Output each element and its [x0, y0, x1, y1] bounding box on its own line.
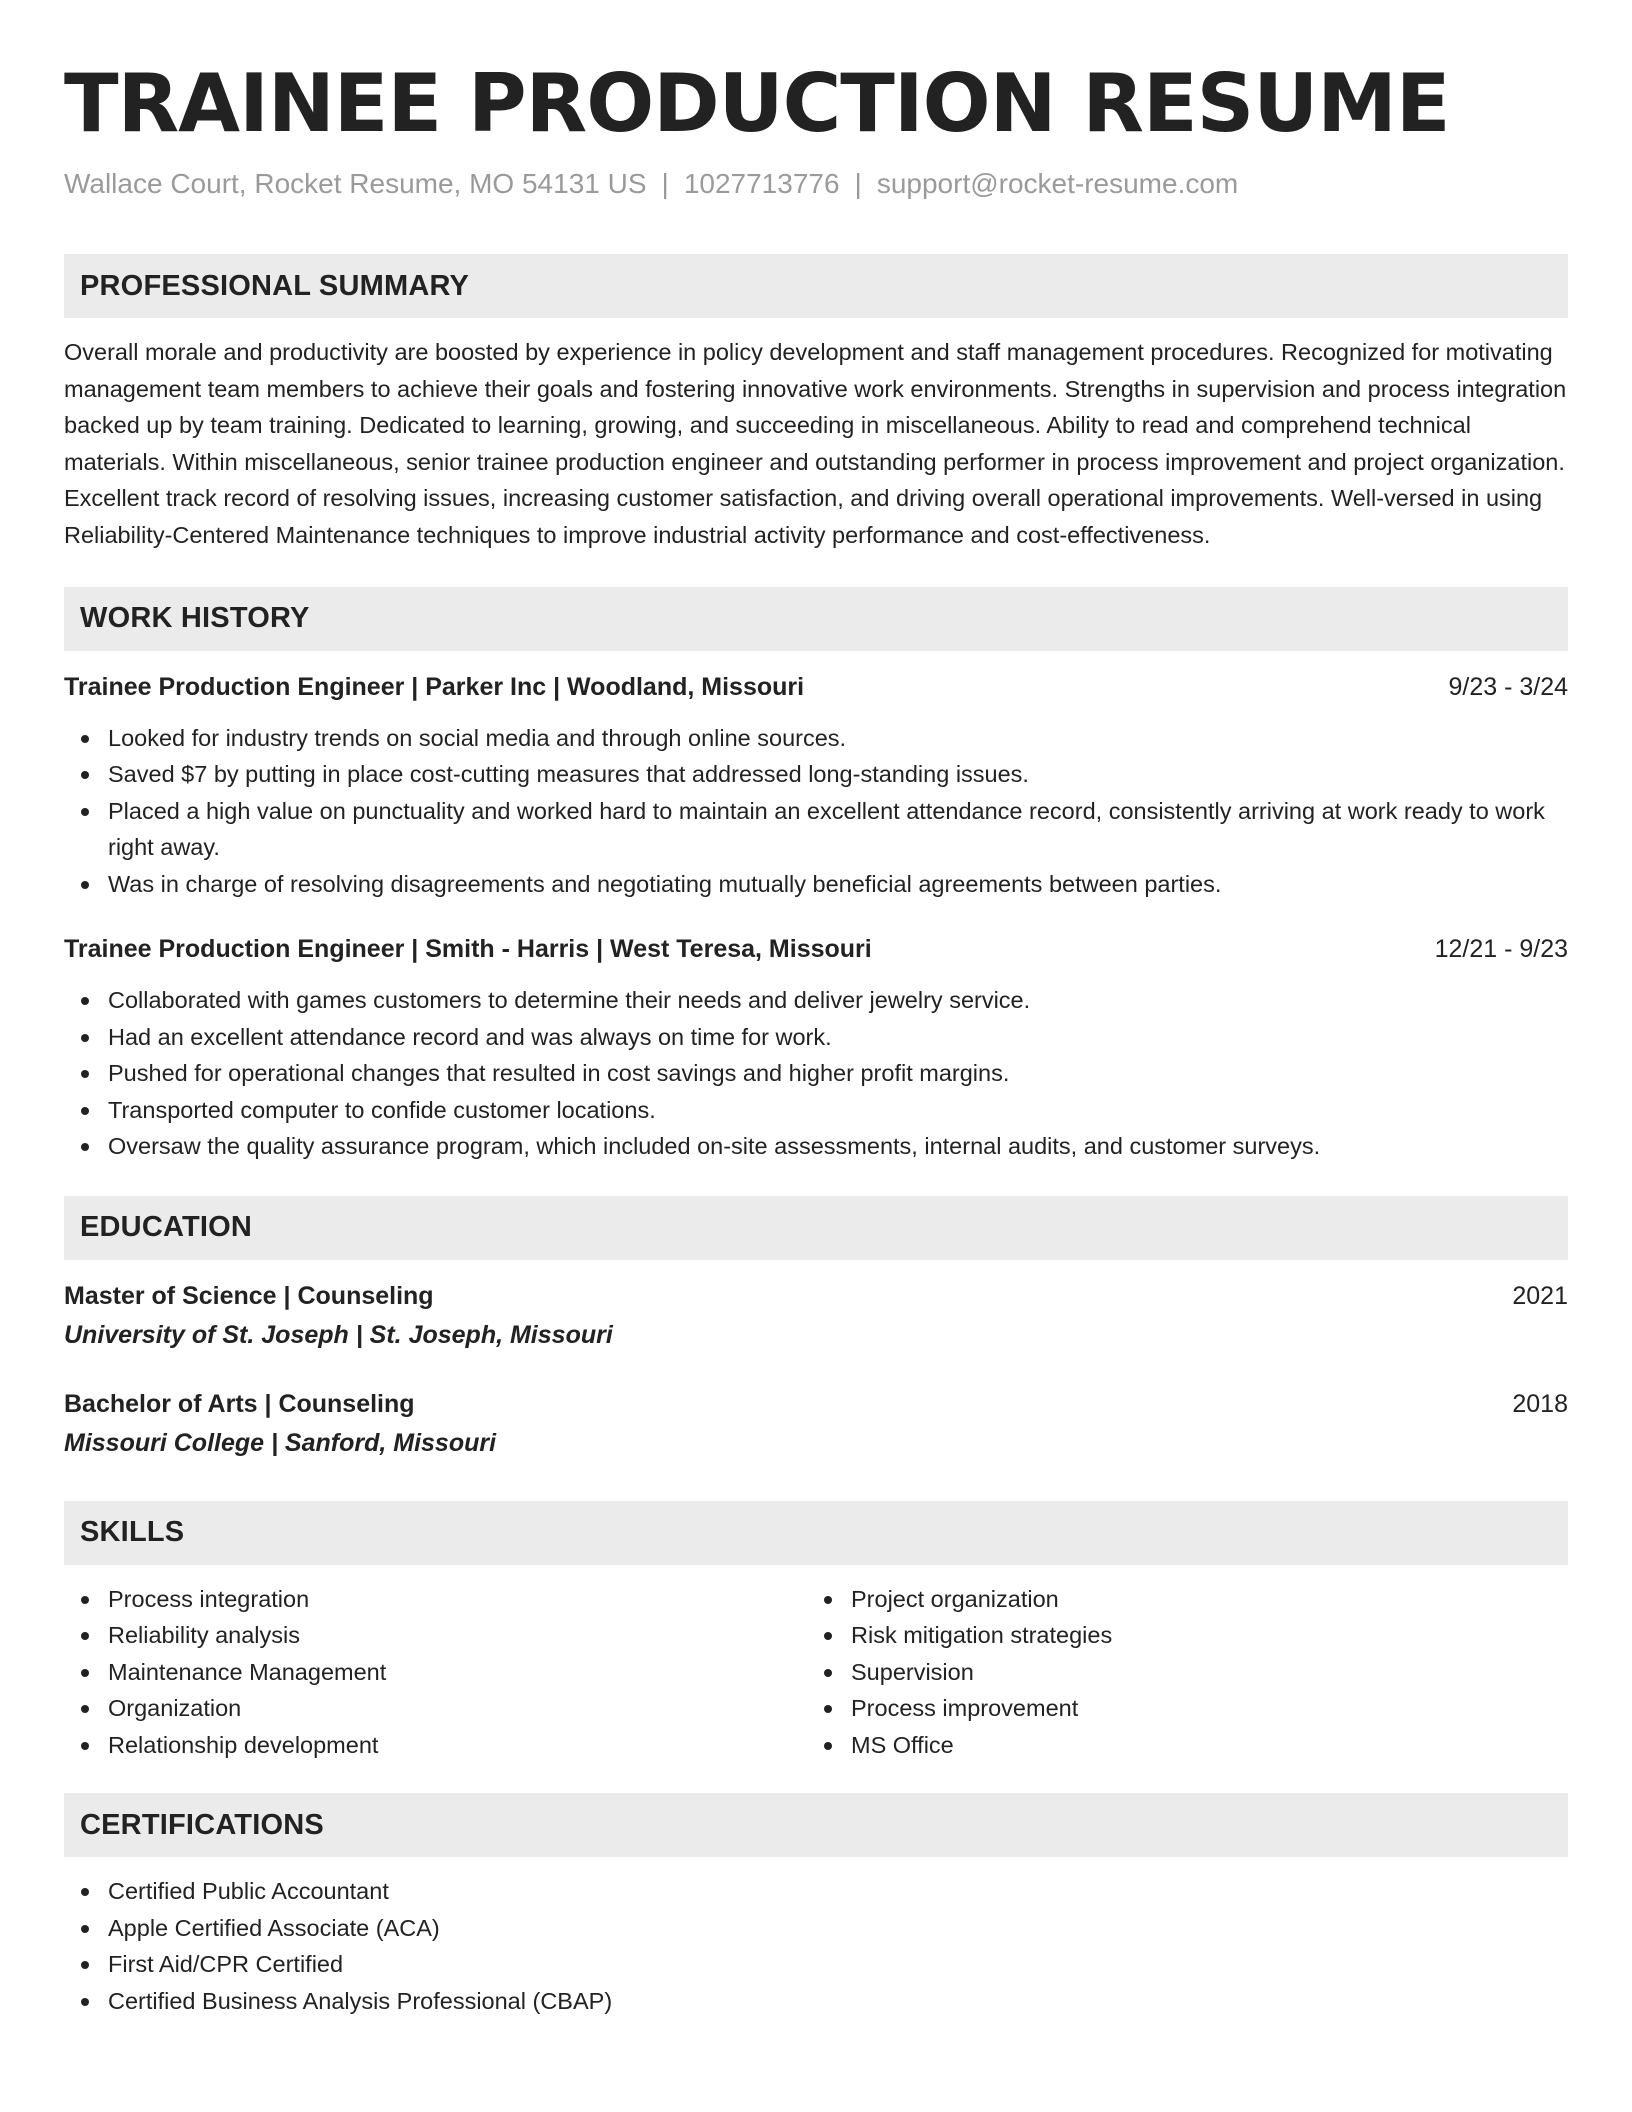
section-heading-summary: PROFESSIONAL SUMMARY: [64, 254, 1568, 318]
school-name: University of St. Joseph | St. Joseph, Missouri: [64, 1320, 613, 1349]
certifications-list: [64, 1873, 1568, 2019]
section-heading-education: EDUCATION: [64, 1196, 1568, 1260]
list-item: Transported computer to confide customer locations.: [64, 1092, 1568, 1129]
list-item: Supervision: [807, 1654, 1550, 1691]
degree-row: [64, 1279, 1568, 1313]
list-item: Certified Public Accountant: [64, 1873, 1568, 1910]
list-item: Reliability analysis: [64, 1617, 807, 1654]
job-header: [64, 670, 1568, 704]
list-item: Saved $7 by putting in place cost-cutting measures that addressed long-standing issues.: [64, 756, 1568, 793]
degree-title: Bachelor of Arts | Counseling: [64, 1389, 415, 1418]
job-header: [64, 932, 1568, 966]
list-item: Project organization: [807, 1581, 1550, 1618]
list-item: Risk mitigation strategies: [807, 1617, 1550, 1654]
list-item: Oversaw the quality assurance program, which included on-site assessments, internal audits, and customer surveys.: [64, 1128, 1568, 1165]
contact-separator: |: [661, 168, 669, 199]
list-item: Was in charge of resolving disagreements and negotiating mutually beneficial agreements between parties.: [64, 866, 1568, 903]
contact-email: support@rocket-resume.com: [876, 168, 1239, 199]
skills-column-left: [64, 1581, 807, 1764]
list-item: Maintenance Management: [64, 1654, 807, 1691]
skills-grid: [64, 1581, 1568, 1764]
job-title: Trainee Production Engineer | Parker Inc | Woodland, Missouri: [64, 672, 805, 701]
list-item: Relationship development: [64, 1727, 807, 1764]
list-item: MS Office: [807, 1727, 1550, 1764]
job-title: Trainee Production Engineer | Smith - Harris | West Teresa, Missouri: [64, 935, 872, 964]
job-dates: 12/21 - 9/23: [1434, 935, 1568, 964]
contact-phone: 1027713776: [683, 168, 840, 199]
section-heading-skills: SKILLS: [64, 1501, 1568, 1565]
list-item: Apple Certified Associate (ACA): [64, 1910, 1568, 1947]
contact-address: Wallace Court, Rocket Resume, MO 54131 US: [64, 168, 647, 199]
list-item: Certified Business Analysis Professional (CBAP): [64, 1983, 1568, 2020]
list-item: First Aid/CPR Certified: [64, 1946, 1568, 1983]
list-item: Looked for industry trends on social media and through online sources.: [64, 720, 1568, 757]
education-entry: [64, 1387, 1568, 1461]
degree-row: [64, 1387, 1568, 1421]
contact-line: [64, 166, 1568, 202]
job-entry: [64, 670, 1568, 903]
graduation-year: 2021: [1512, 1281, 1568, 1310]
job-entry: [64, 932, 1568, 1165]
summary-text: Overall morale and productivity are boosted by experience in policy development and staff management procedures. Recognized for motivating management team members to achieve their goals and fostering innovative work environments. Strengths in supervision and process integration backed up by team training. Dedicated to learning, growing, and succeeding in miscellaneous. Ability to read and comprehend technical materials. Within miscellaneous, senior trainee production engineer and outstanding performer in process improvement and project organization. Excellent track record of resolving issues, increasing customer satisfaction, and driving overall operational improvements. Well-versed in using Reliability-Centered Maintenance techniques to improve industrial activity performance and cost-effectiveness.: [64, 339, 1567, 548]
school-name: Missouri College | Sanford, Missouri: [64, 1428, 497, 1457]
list-item: Process integration: [64, 1581, 807, 1618]
education-entry: [64, 1279, 1568, 1353]
skills-column-right: [807, 1581, 1550, 1764]
section-heading-certifications: CERTIFICATIONS: [64, 1793, 1568, 1857]
list-item: Collaborated with games customers to determine their needs and deliver jewelry service.: [64, 982, 1568, 1019]
section-heading-work-history: WORK HISTORY: [64, 587, 1568, 651]
list-item: Had an excellent attendance record and was always on time for work.: [64, 1019, 1568, 1056]
job-bullets: [64, 982, 1568, 1165]
graduation-year: 2018: [1512, 1389, 1568, 1418]
list-item: Pushed for operational changes that resulted in cost savings and higher profit margins.: [64, 1055, 1568, 1092]
list-item: Organization: [64, 1690, 807, 1727]
list-item: Placed a high value on punctuality and worked hard to maintain an excellent attendance record, consistently arriving at work ready to work right away.: [64, 793, 1568, 866]
degree-title: Master of Science | Counseling: [64, 1281, 434, 1310]
resume-title: TRAINEE PRODUCTION RESUME: [64, 57, 1450, 150]
list-item: Process improvement: [807, 1690, 1550, 1727]
job-dates: 9/23 - 3/24: [1448, 672, 1568, 701]
job-bullets: [64, 720, 1568, 903]
contact-separator: |: [854, 168, 862, 199]
